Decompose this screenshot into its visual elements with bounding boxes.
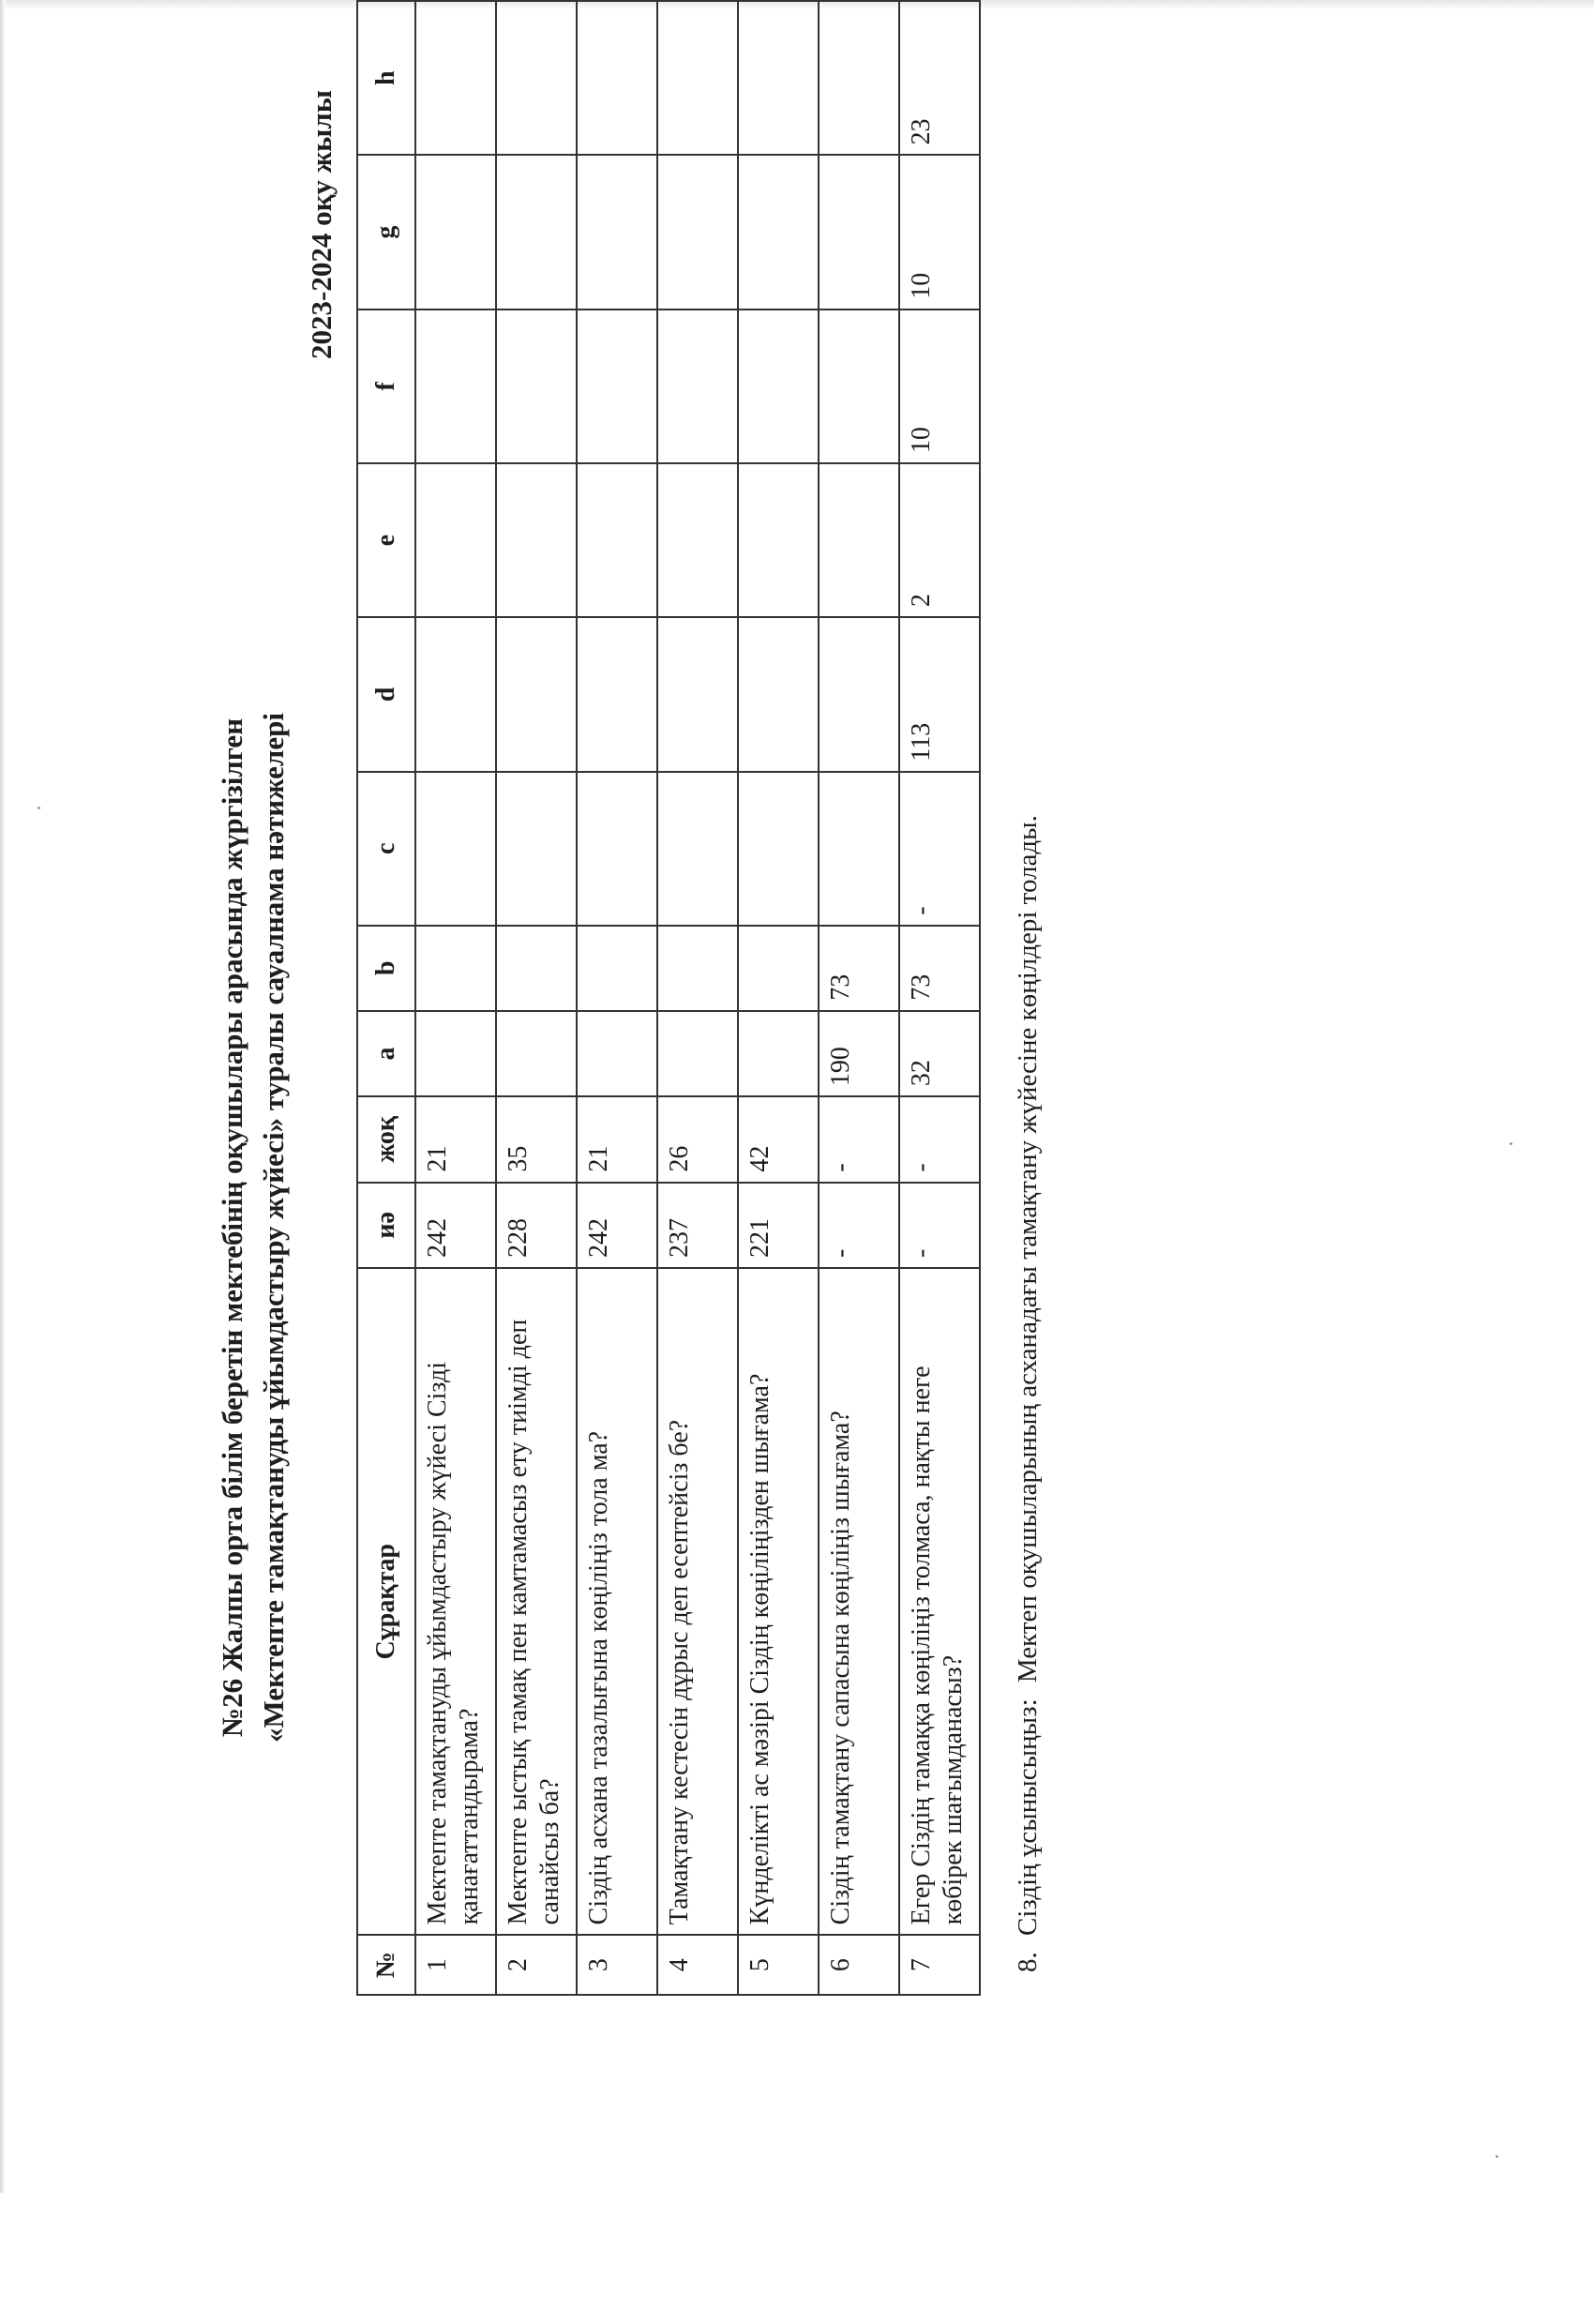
cell-b — [577, 926, 657, 1011]
cell-h — [577, 1, 657, 155]
cell-d — [819, 617, 899, 772]
cell-a: 190 — [819, 1011, 899, 1096]
footer-label: Сіздің ұсынысыңыз: — [1013, 1698, 1043, 1936]
cell-num: 5 — [738, 1935, 819, 1995]
cell-d — [738, 617, 819, 772]
cell-no: - — [899, 1096, 980, 1183]
header-question: Сұрақтар — [357, 1268, 415, 1935]
cell-b — [415, 926, 496, 1011]
cell-question: Сіздің асхана тазалығына көңіліңіз тола ма? — [577, 1268, 657, 1935]
cell-yes: 242 — [577, 1183, 657, 1268]
cell-no: - — [819, 1096, 899, 1183]
title-line-2: «Мектепте тамақтануды ұйымдастыру жүйесі» туралы сауалнама нәтижелері — [257, 713, 290, 1743]
header-f: f — [357, 309, 415, 463]
cell-f — [657, 309, 738, 463]
cell-no: 35 — [496, 1096, 577, 1183]
cell-num: 3 — [577, 1935, 657, 1995]
cell-a — [657, 1011, 738, 1096]
cell-c — [657, 772, 738, 926]
header-e: e — [357, 463, 415, 617]
cell-num: 4 — [657, 1935, 738, 1995]
cell-question: Егер Сіздің тамаққа көңіліңіз толмаса, нақты неге көбірек шағымданасыз? — [899, 1268, 980, 1935]
cell-yes: 242 — [415, 1183, 496, 1268]
cell-a — [738, 1011, 819, 1096]
cell-num: 1 — [415, 1935, 496, 1995]
cell-num: 6 — [819, 1935, 899, 1995]
footer-suggestion — [1013, 806, 1044, 1972]
header-d: d — [357, 617, 415, 772]
table-row — [496, 1, 577, 1995]
cell-b: 73 — [899, 926, 980, 1011]
cell-a: 32 — [899, 1011, 980, 1096]
cell-e: 2 — [899, 463, 980, 617]
cell-a — [415, 1011, 496, 1096]
table-row — [657, 1, 738, 1995]
cell-c: - — [899, 772, 980, 926]
footer-num: 8. — [1013, 1952, 1043, 1972]
table-header-row — [357, 1, 415, 1995]
table-row — [415, 1, 496, 1995]
cell-num: 2 — [496, 1935, 577, 1995]
cell-c — [496, 772, 577, 926]
footer-text: Мектеп оқушыларының асханадағы тамақтану жүйесіне көңілдері толады. — [1013, 815, 1043, 1683]
cell-question: Сіздің тамақтану сапасына көңіліңіз шығама? — [819, 1268, 899, 1935]
table-row — [899, 1, 980, 1995]
cell-e — [657, 463, 738, 617]
cell-yes: - — [899, 1183, 980, 1268]
table-row — [819, 1, 899, 1995]
cell-g — [415, 155, 496, 309]
cell-h: 23 — [899, 1, 980, 155]
cell-no: 21 — [415, 1096, 496, 1183]
cell-b: 73 — [819, 926, 899, 1011]
cell-no: 26 — [657, 1096, 738, 1183]
cell-e — [577, 463, 657, 617]
cell-d — [415, 617, 496, 772]
cell-f: 10 — [899, 309, 980, 463]
cell-f — [577, 309, 657, 463]
header-num: № — [357, 1935, 415, 1995]
cell-c — [738, 772, 819, 926]
cell-f — [819, 309, 899, 463]
cell-g — [496, 155, 577, 309]
header-g: g — [357, 155, 415, 309]
cell-a — [496, 1011, 577, 1096]
cell-question: Күнделікті ас мәзірі Сіздің көңіліңізден шығама? — [738, 1268, 819, 1935]
cell-f — [496, 309, 577, 463]
cell-f — [738, 309, 819, 463]
cell-a — [577, 1011, 657, 1096]
cell-no: 21 — [577, 1096, 657, 1183]
cell-h — [496, 1, 577, 155]
header-yes: иә — [357, 1183, 415, 1268]
cell-yes: 237 — [657, 1183, 738, 1268]
cell-h — [819, 1, 899, 155]
header-c: c — [357, 772, 415, 926]
cell-yes: - — [819, 1183, 899, 1268]
survey-results-table — [356, 0, 981, 1996]
cell-g — [819, 155, 899, 309]
cell-g — [657, 155, 738, 309]
cell-c — [819, 772, 899, 926]
cell-c — [577, 772, 657, 926]
cell-h — [415, 1, 496, 155]
cell-d — [577, 617, 657, 772]
cell-num: 7 — [899, 1935, 980, 1995]
cell-c — [415, 772, 496, 926]
cell-no: 42 — [738, 1096, 819, 1183]
school-year: 2023-2024 оқу жылы — [305, 90, 338, 359]
header-no: жоқ — [357, 1096, 415, 1183]
cell-d — [496, 617, 577, 772]
cell-b — [657, 926, 738, 1011]
header-h: h — [357, 1, 415, 155]
cell-question: Мектепте тамақтануды ұйымдастыру жүйесі Сізді қанағаттандырама? — [415, 1268, 496, 1935]
cell-d — [657, 617, 738, 772]
cell-g — [738, 155, 819, 309]
title-line-1: №26 Жалпы орта білім беретін мектебінің оқушылары арасында жүргізілген — [216, 717, 248, 1738]
cell-yes: 221 — [738, 1183, 819, 1268]
cell-yes: 228 — [496, 1183, 577, 1268]
header-a: a — [357, 1011, 415, 1096]
cell-d: 113 — [899, 617, 980, 772]
cell-b — [496, 926, 577, 1011]
cell-b — [738, 926, 819, 1011]
table-row — [577, 1, 657, 1995]
cell-h — [657, 1, 738, 155]
header-b: b — [357, 926, 415, 1011]
cell-h — [738, 1, 819, 155]
table-row — [738, 1, 819, 1995]
cell-e — [819, 463, 899, 617]
cell-question: Мектепте ыстық тамақ пен камтамасыз ету тиімді деп санайсыз ба? — [496, 1268, 577, 1935]
cell-e — [496, 463, 577, 617]
cell-e — [415, 463, 496, 617]
cell-g — [577, 155, 657, 309]
cell-f — [415, 309, 496, 463]
cell-g: 10 — [899, 155, 980, 309]
cell-e — [738, 463, 819, 617]
cell-question: Тамақтану кестесін дұрыс деп есептейсіз бе? — [657, 1268, 738, 1935]
